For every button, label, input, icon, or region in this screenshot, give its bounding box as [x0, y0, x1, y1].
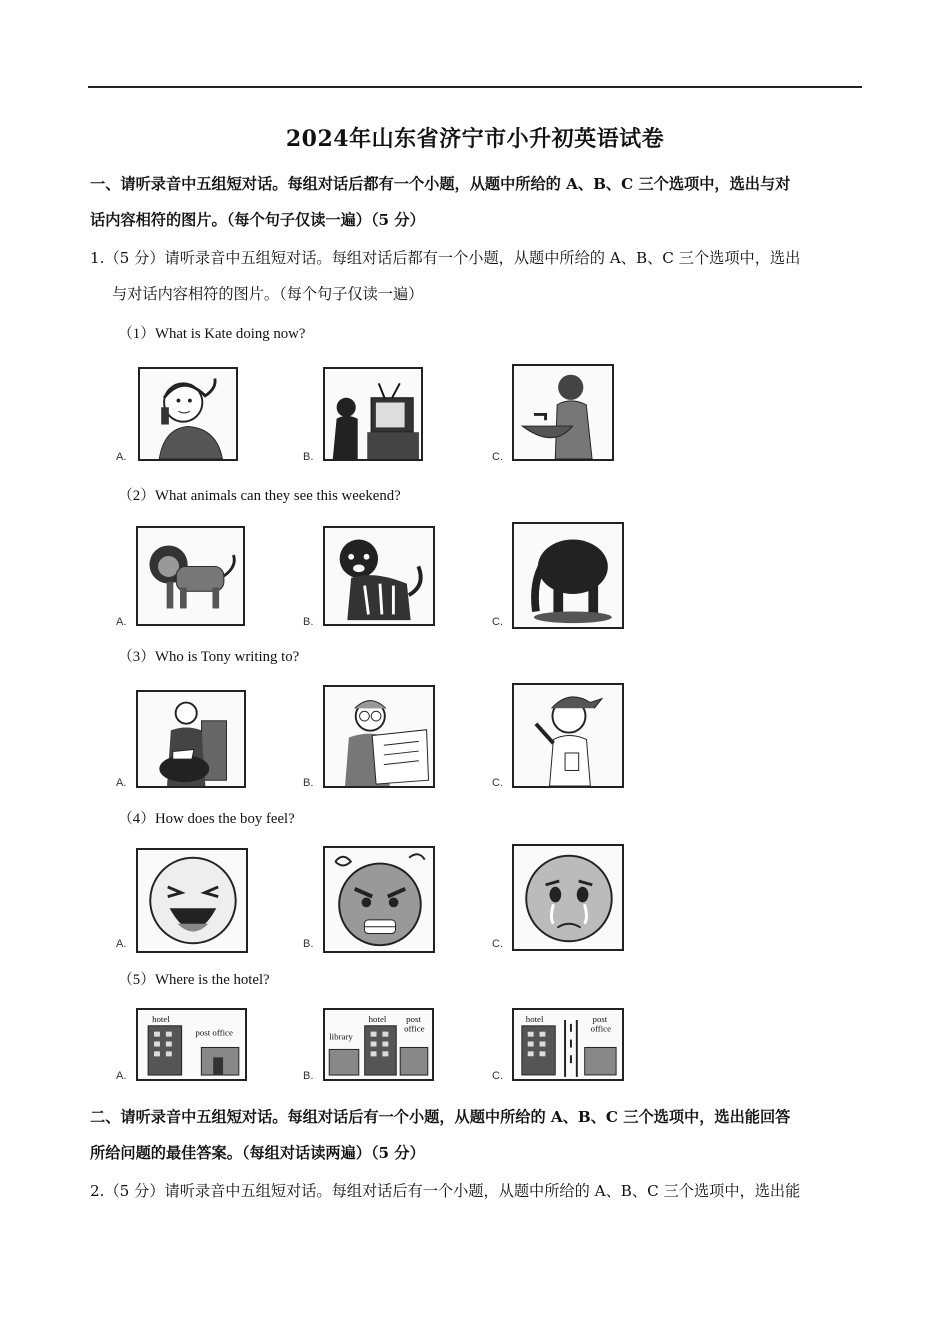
section2-heading-line1: 二、请听录音中五组短对话。每组对话后有一个小题，从题中所给的 A、B、C 三个选项中，选出能回答: [90, 1108, 791, 1126]
item1-prompt: （1）What is Kate doing now?: [118, 326, 306, 342]
map-label-office: office: [404, 1023, 425, 1034]
item2-prompt: （2）What animals can they see this weekend?: [118, 488, 401, 504]
item5-prompt: （5）Where is the hotel?: [118, 972, 270, 988]
option-letter: A.: [116, 938, 127, 950]
girl-on-phone-icon: [138, 367, 238, 461]
section2-heading-line2: 所给问题的最佳答案。（每组对话读两遍）（5 分）: [90, 1144, 425, 1162]
option-letter: A.: [116, 616, 127, 628]
crying-face-icon: [512, 844, 624, 951]
option-letter: A.: [116, 777, 127, 789]
map-label-hotel: hotel: [152, 1013, 170, 1024]
map-label-post: post: [406, 1013, 421, 1024]
option-letter: B.: [303, 777, 314, 789]
option-letter: B.: [303, 938, 314, 950]
map-label-post: post: [592, 1013, 608, 1024]
map-label-post-office: post office: [195, 1027, 233, 1038]
boy-waving-icon: [512, 683, 624, 788]
option-letter: B.: [303, 1070, 314, 1082]
map-label-library: library: [329, 1031, 353, 1042]
option-letter: C.: [492, 777, 503, 789]
option-letter: C.: [492, 616, 503, 628]
question1-line1: 1.（5 分）请听录音中五组短对话。每组对话后都有一个小题，从题中所给的 A、B、C 三个选项中，选出: [90, 249, 801, 267]
page-title: 2024年山东省济宁市小升初英语试卷: [285, 126, 665, 152]
map-hotel-across-road-icon: [512, 1008, 624, 1081]
item4-prompt: （4）How does the boy feel?: [118, 811, 295, 827]
section1-heading-line2: 话内容相符的图片。（每个句子仅读一遍）（5 分）: [90, 211, 425, 229]
map-label-office: office: [590, 1023, 612, 1034]
question2-line1: 2.（5 分）请听录音中五组短对话。每组对话后有一个小题，从题中所给的 A、B、C 三个选项中，选出能: [90, 1182, 801, 1200]
section1-heading-line1: 一、请听录音中五组短对话。每组对话后都有一个小题，从题中所给的 A、B、C 三个选项中，选出与对: [90, 175, 791, 193]
laughing-face-icon: [136, 848, 248, 953]
option-letter: A.: [116, 451, 127, 463]
lion-icon: [136, 526, 245, 626]
elephant-icon: [512, 522, 624, 629]
map-hotel-between-icon: [323, 1008, 434, 1081]
header-rule: [88, 86, 862, 88]
grandma-reading-newspaper-icon: [323, 685, 435, 788]
tiger-icon: [323, 526, 435, 626]
option-letter: C.: [492, 938, 503, 950]
option-letter: B.: [303, 451, 314, 463]
grandpa-reading-icon: [136, 690, 246, 788]
item3-prompt: （3）Who is Tony writing to?: [118, 649, 300, 665]
girl-watching-tv-icon: [323, 367, 423, 461]
map-label-hotel: hotel: [368, 1013, 387, 1024]
option-letter: C.: [492, 451, 503, 463]
angry-face-icon: [323, 846, 435, 953]
map-hotel-next-to-post-office-icon: [136, 1008, 247, 1081]
map-label-hotel: hotel: [525, 1013, 544, 1024]
option-letter: C.: [492, 1070, 503, 1082]
option-letter: A.: [116, 1070, 127, 1082]
option-letter: B.: [303, 616, 314, 628]
question1-line2: 与对话内容相符的图片。（每个句子仅读一遍）: [112, 285, 424, 303]
girl-washing-face-icon: [512, 364, 614, 461]
